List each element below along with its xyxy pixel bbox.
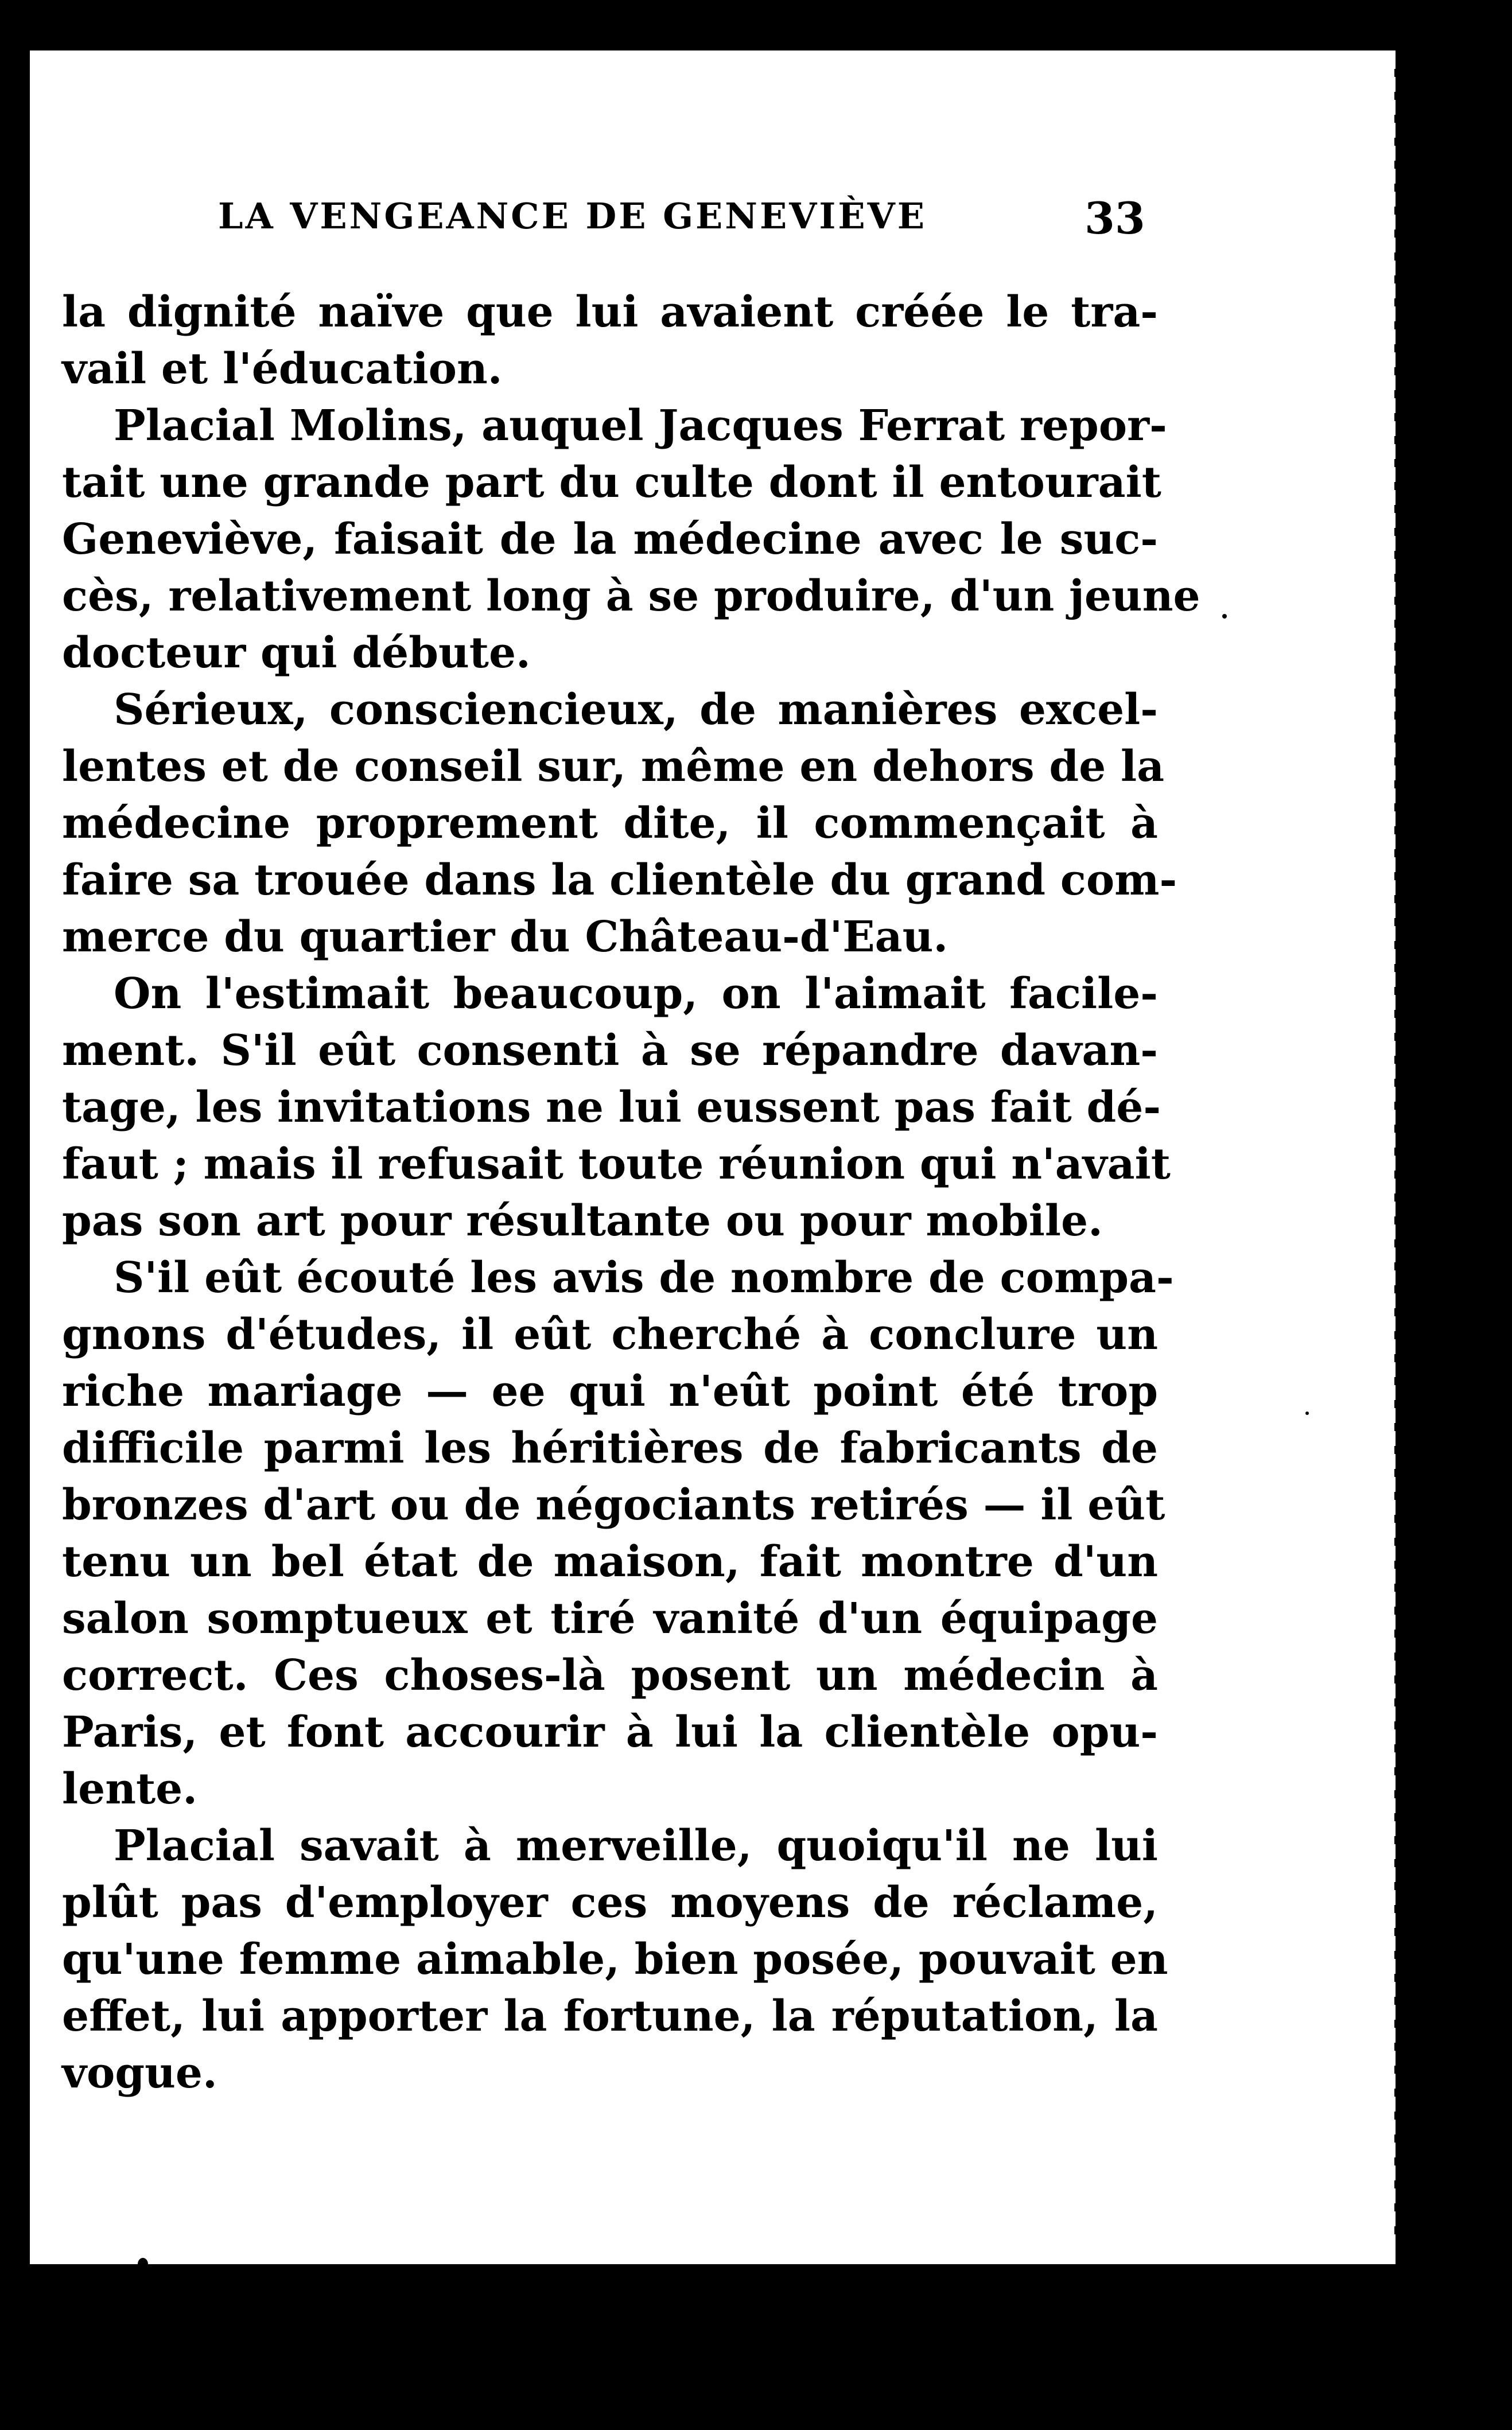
text-line: pas son art pour résultante ou pour mobile. <box>62 1196 1103 1246</box>
text-line: la dignité naïve que lui avaient créée le tra- <box>62 287 1158 337</box>
text-line: Placial savait à merveille, quoiqu'il ne lui <box>114 1821 1158 1871</box>
text-line: Placial Molins, auquel Jacques Ferrat repor- <box>114 401 1167 450</box>
text-line: faire sa trouée dans la clientèle du grand com- <box>62 856 1177 905</box>
ink-speck <box>1305 1412 1309 1415</box>
text-line: riche mariage — ee qui n'eût point été trop <box>62 1367 1158 1416</box>
text-line: On l'estimait beaucoup, on l'aimait facile- <box>114 969 1158 1018</box>
text-line: ment. S'il eût consenti à se répandre davan- <box>62 1026 1158 1075</box>
text-line: lentes et de conseil sur, même en dehors de la <box>62 742 1165 791</box>
text-line: vail et l'éducation. <box>62 344 503 394</box>
body-text <box>62 284 1200 2102</box>
text-line: salon somptueux et tiré vanité d'un équipage <box>62 1594 1158 1643</box>
page-number: 33 <box>1085 193 1145 244</box>
text-line: plût pas d'employer ces moyens de réclame, <box>62 1878 1158 1927</box>
text-line: cès, relativement long à se produire, d'un jeune <box>62 571 1200 621</box>
page-edge-shadow <box>1394 69 1398 2249</box>
running-title: LA VENGEANCE DE GENEVIÈVE <box>218 195 927 237</box>
text-line: vogue. <box>62 2048 217 2098</box>
text-line: Sérieux, consciencieux, de manières excel- <box>114 685 1158 734</box>
text-line: qu'une femme aimable, bien posée, pouvait en <box>62 1935 1168 1984</box>
text-line: tage, les invitations ne lui eussent pas fait dé- <box>62 1083 1161 1132</box>
text-line: médecine proprement dite, il commençait à <box>62 799 1158 848</box>
text-line: docteur qui débute. <box>62 628 531 678</box>
ink-speck <box>138 2258 148 2270</box>
text-line: tait une grande part du culte dont il entourait <box>62 458 1161 507</box>
text-line: Geneviève, faisait de la médecine avec le suc- <box>62 515 1158 564</box>
text-line: bronzes d'art ou de négociants retirés — il eût <box>62 1480 1165 1530</box>
text-line: gnons d'études, il eût cherché à conclure un <box>62 1310 1158 1359</box>
text-line: merce du quartier du Château-d'Eau. <box>62 912 949 962</box>
text-line: S'il eût écouté les avis de nombre de compa- <box>114 1253 1174 1303</box>
text-line: tenu un bel état de maison, fait montre d'un <box>62 1537 1158 1587</box>
text-line: effet, lui apporter la fortune, la réputation, la <box>62 1992 1158 2041</box>
ink-speck <box>1222 614 1227 619</box>
text-line: faut ; mais il refusait toute réunion qui n'avait <box>62 1140 1171 1189</box>
text-line: difficile parmi les héritières de fabricants de <box>62 1424 1158 1473</box>
text-line: Paris, et font accourir à lui la clientèle opu- <box>62 1708 1158 1757</box>
text-line: correct. Ces choses-là posent un médecin à <box>62 1651 1158 1700</box>
text-line: lente. <box>62 1764 198 1814</box>
